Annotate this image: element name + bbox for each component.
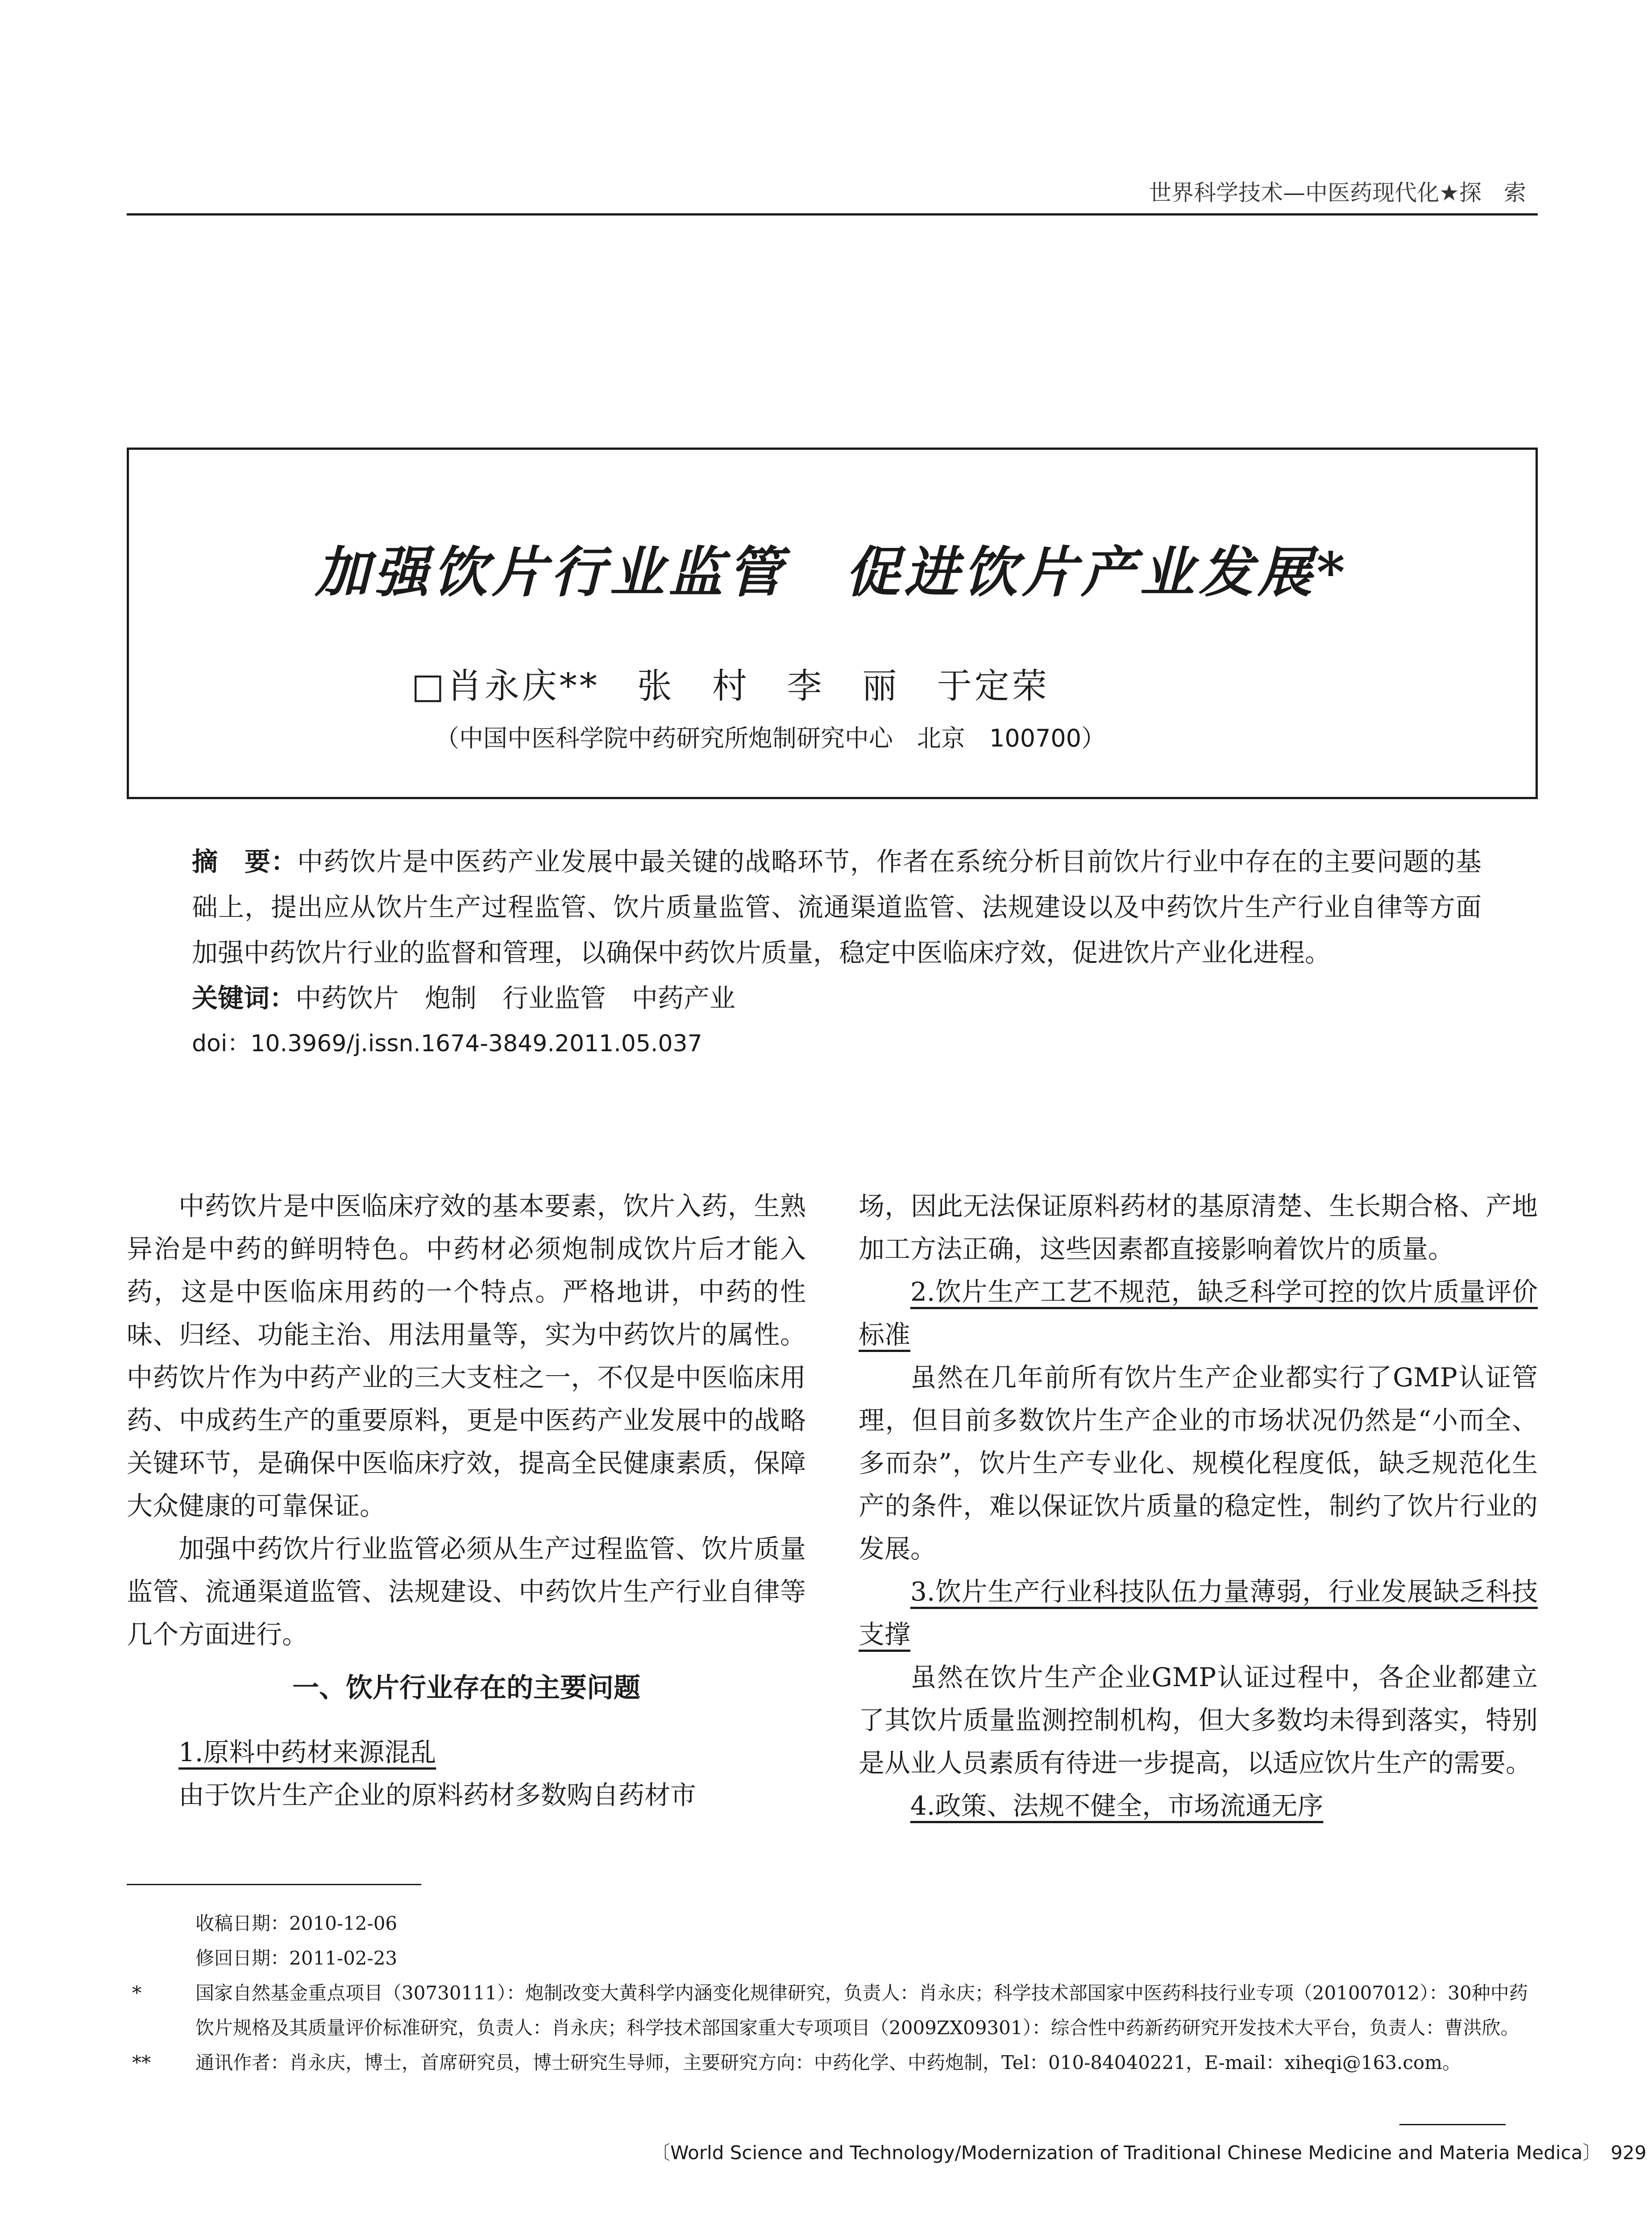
abstract-label: 摘 要：	[192, 846, 297, 877]
body-paragraph: 加强中药饮片行业监管必须从生产过程监管、饮片质量监管、流通渠道监管、法规建设、中药饮片生产行业自律等几个方面进行。	[127, 1534, 806, 1650]
footnotes	[127, 1906, 1538, 2080]
abstract-text: 中药饮片是中医药产业发展中最关键的战略环节，作者在系统分析目前饮片行业中存在的主要问题的基础上，提出应从饮片生产过程监管、饮片质量监管、流通渠道监管、法规建设以及中药饮片生产行业自律等方面加强中药饮片行业的监督和管理，以确保中药饮片质量，稳定中医临床疗效，促进饮片产业化进程。	[192, 846, 1482, 968]
footnote-received: 收稿日期：2010-12-06	[195, 1912, 398, 1934]
header-rule	[127, 213, 1538, 216]
subsection-heading: 4.政策、法规不健全，市场流通无序	[910, 1791, 1324, 1821]
keywords: 中药饮片 炮制 行业监管 中药产业	[295, 983, 736, 1013]
abstract-paragraph	[192, 839, 1482, 975]
article-title: 加强饮片行业监管 促进饮片产业发展*	[315, 540, 1349, 604]
keywords-label: 关键词：	[192, 983, 296, 1013]
body-paragraph: 由于饮片生产企业的原料药材多数购自药材市	[178, 1780, 697, 1810]
authors: □肖永庆** 张 村 李 丽 于定荣	[411, 666, 1050, 706]
footnote-rule	[127, 1884, 421, 1885]
subsection-heading: 1.原料中药材来源混乱	[178, 1737, 436, 1767]
doi: doi：10.3969/j.issn.1674-3849.2011.05.037	[192, 1030, 702, 1057]
body-paragraph: 中药饮片是中医临床疗效的基本要素，饮片入药，生熟异治是中药的鲜明特色。中药材必须炮制成饮片后才能入药，这是中医临床用药的一个特点。严格地讲，中药的性味、归经、功能主治、用法用量等，实为中药饮片的属性。中药饮片作为中药产业的三大支柱之一，不仅是中医临床用药、中成药生产的重要原料，更是中医药产业发展中的战略关键环节，是确保中医临床疗效，提高全民健康素质，保障大众健康的可靠保证。	[127, 1191, 806, 1521]
keywords-line	[192, 975, 1482, 1021]
footnote-revised: 修回日期：2011-02-23	[195, 1947, 398, 1969]
footnote-corresponding: ** 通讯作者：肖永庆，博士，首席研究员，博士研究生导师，主要研究方向：中药化学、中药炮制，Tel：010-84040221，E-mail：xiheqi@163.com。	[127, 2045, 1538, 2080]
body-paragraph: 虽然在饮片生产企业GMP认证过程中，各企业都建立了其饮片质量监测控制机构，但大多数均未得到落实，特别是从业人员素质有待进一步提高，以适应饮片生产的需要。	[859, 1662, 1538, 1778]
body-column-left	[127, 1185, 806, 1816]
body-paragraph: 场，因此无法保证原料药材的基原清楚、生长期合格、产地加工方法正确，这些因素都直接影响着饮片的质量。	[859, 1191, 1538, 1264]
footnote-mark: *	[132, 1982, 141, 2004]
section-heading: 一、饮片行业存在的主要问题	[292, 1672, 640, 1704]
subsection-heading: 2.饮片生产工艺不规范，缺乏科学可控的饮片质量评价标准	[859, 1277, 1538, 1350]
abstract	[192, 839, 1482, 1066]
journal-footer: 〔World Science and Technology/Modernization of Traditional Chinese Medicine and Materia Medica〕 929	[652, 2142, 1647, 2164]
body-paragraph: 虽然在几年前所有饮片生产企业都实行了GMP认证管理，但目前多数饮片生产企业的市场状况仍然是“小而全、多而杂”，饮片生产专业化、规模化程度低，缺乏规范化生产的条件，难以保证饮片质量的稳定性，制约了饮片行业的发展。	[859, 1362, 1538, 1564]
affiliation: （中国中医科学院中药研究所炮制研究中心 北京 100700）	[435, 724, 1106, 752]
footnote-funding: * 国家自然基金重点项目（30730111）：炮制改变大黄科学内涵变化规律研究，负责人：肖永庆；科学技术部国家中医药科技行业专项（201007012）：30种中药饮片规格及其质量评价标准研究，负责人：肖永庆；科学技术部国家重大专项项目（2009ZX09301）：综合性中药新药研究开发技术大平台，负责人：曹洪欣。	[127, 1976, 1538, 2045]
footnote-mark: **	[132, 2052, 151, 2073]
running-head: 世界科学技术—中医药现代化★探 索	[1149, 180, 1526, 206]
footer-rule	[1399, 2124, 1506, 2125]
subsection-heading: 3.饮片生产行业科技队伍力量薄弱，行业发展缺乏科技支撑	[859, 1576, 1538, 1650]
body-column-right	[859, 1185, 1538, 1827]
